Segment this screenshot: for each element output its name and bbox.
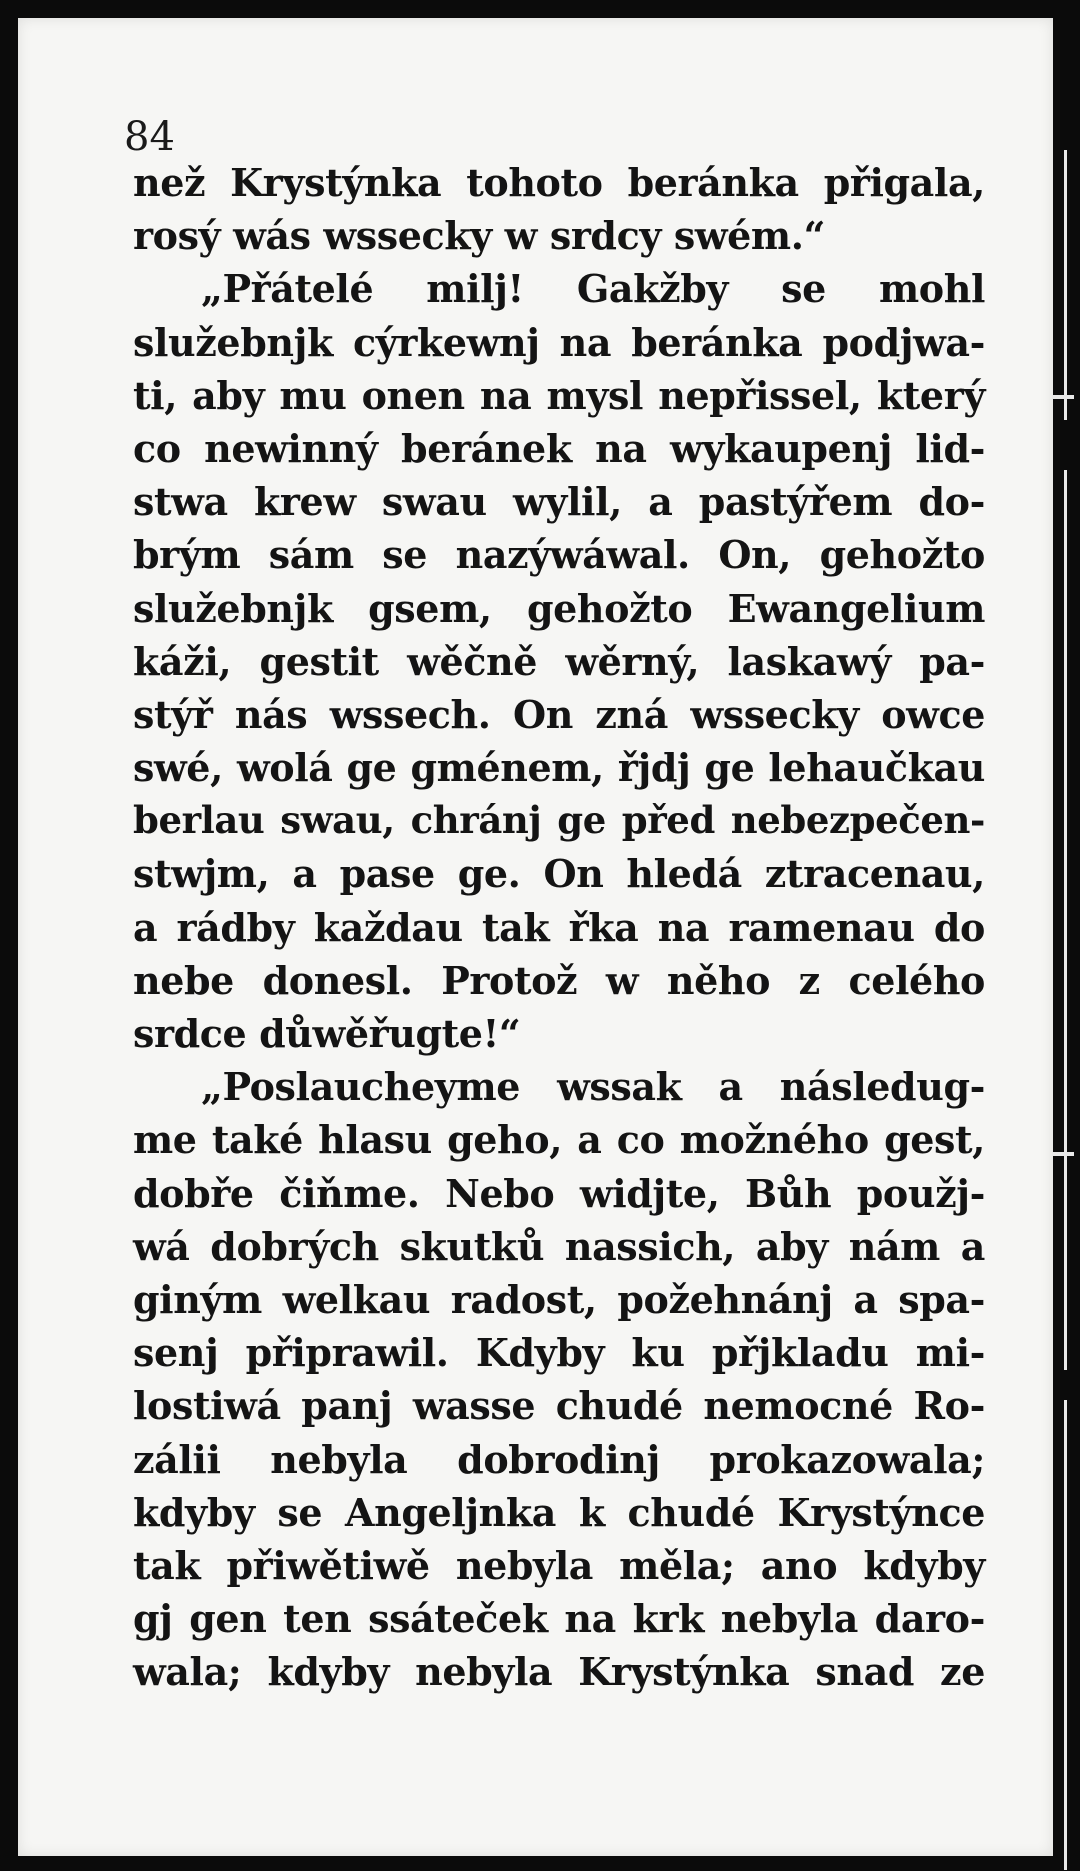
- text-line: služebnjk gsem, gehožto Ewangelium: [133, 585, 985, 631]
- page-number: 84: [124, 114, 175, 160]
- text-line: nebe donesl. Protož w něho z celého: [133, 957, 985, 1003]
- adjacent-page-rule: [1064, 150, 1067, 420]
- text-line: wá dobrých skutků nassich, aby nám a: [133, 1223, 985, 1269]
- adjacent-page-edge: [1058, 0, 1080, 1871]
- book-page: [18, 18, 1053, 1856]
- adjacent-page-tick: [1052, 395, 1074, 399]
- text-line: swé, wolá ge gménem, řjdj ge lehaučkau: [133, 745, 985, 791]
- text-line: brým sám se nazýwáwal. On, gehožto: [133, 532, 985, 578]
- text-line: „Poslaucheyme wssak a následug-: [201, 1064, 985, 1110]
- text-line: stwjm, a pase ge. On hledá ztracenau,: [133, 851, 985, 897]
- text-line: srdce důwěřugte!“: [133, 1011, 521, 1056]
- text-line: „Přátelé milj! Gakžby se mohl: [201, 266, 985, 312]
- text-line: co newinný beránek na wykaupenj lid-: [133, 425, 985, 471]
- text-line: gj gen ten ssáteček na krk nebyla daro-: [133, 1596, 985, 1642]
- text-line: a rádby každau tak řka na ramenau do: [133, 904, 985, 950]
- text-line: tak přiwětiwě nebyla měla; ano kdyby: [133, 1542, 985, 1588]
- adjacent-page-rule: [1064, 470, 1067, 1370]
- text-line: giným welkau radost, požehnánj a spa-: [133, 1276, 985, 1322]
- text-line: me také hlasu geho, a co možného gest,: [133, 1117, 985, 1163]
- adjacent-page-tick: [1052, 1152, 1074, 1156]
- adjacent-page-rule: [1064, 1400, 1067, 1870]
- text-line: wala; kdyby nebyla Krystýnka snad ze: [133, 1649, 985, 1695]
- text-line: než Krystýnka tohoto beránka přigala,: [133, 160, 985, 205]
- text-line: ti, aby mu onen na mysl nepřissel, který: [133, 372, 985, 418]
- page-text-body: [133, 156, 985, 1698]
- text-line: kdyby se Angeljnka k chudé Krystýnce: [133, 1489, 985, 1535]
- text-line: káži, gestit wěčně wěrný, laskawý pa-: [133, 638, 985, 684]
- text-line: senj připrawil. Kdyby ku přjkladu mi-: [133, 1330, 985, 1376]
- text-line: lostiwá panj wasse chudé nemocné Ro-: [133, 1383, 985, 1429]
- text-line: služebnjk cýrkewnj na beránka podjwa-: [133, 319, 985, 365]
- text-line: stwa krew swau wylil, a pastýřem do-: [133, 479, 985, 525]
- text-line: rosý wás wssecky w srdcy swém.“: [133, 213, 826, 259]
- text-line: berlau swau, chránj ge před nebezpečen-: [133, 798, 985, 843]
- text-line: stýř nás wssech. On zná wssecky owce: [133, 691, 985, 737]
- text-line: dobře čiňme. Nebo widjte, Bůh použj-: [133, 1170, 985, 1216]
- text-line: zálii nebyla dobrodinj prokazowala;: [133, 1436, 985, 1482]
